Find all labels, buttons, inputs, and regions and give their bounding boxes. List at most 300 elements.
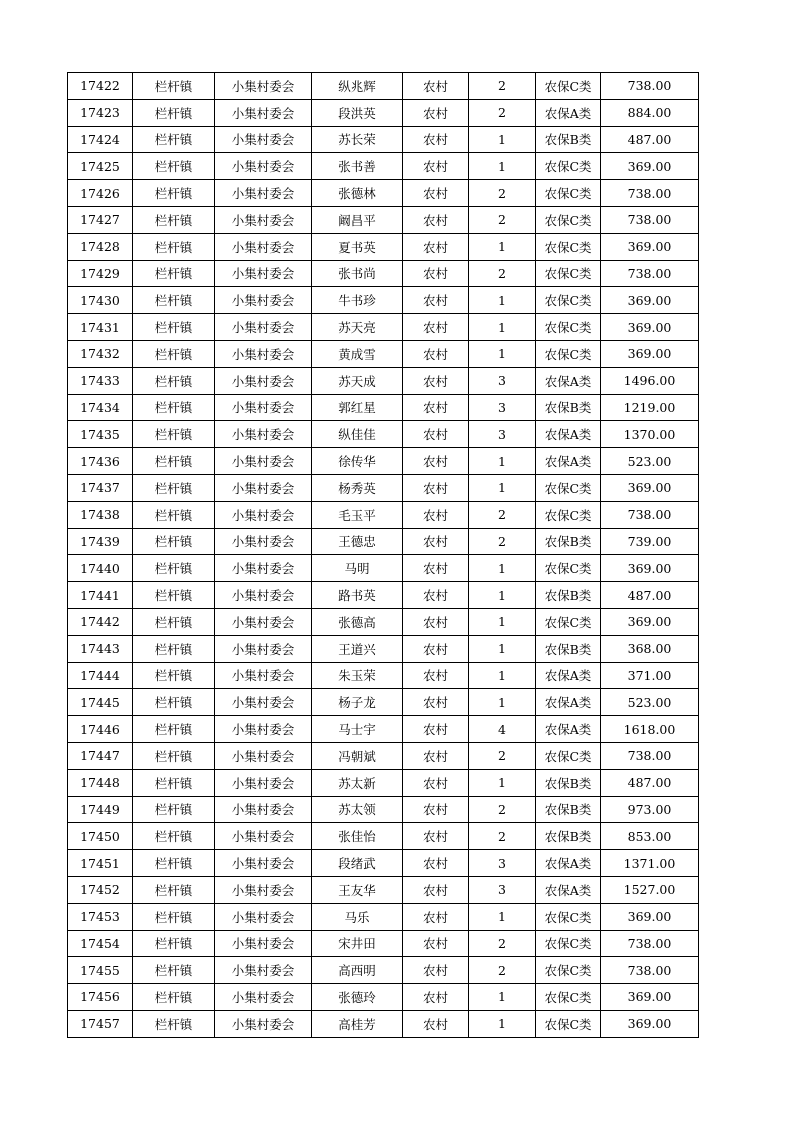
- town-cell: 栏杆镇: [133, 99, 215, 126]
- amount-cell: 368.00: [601, 635, 699, 662]
- name-cell: 张德玲: [312, 984, 403, 1011]
- amount-cell: 738.00: [601, 180, 699, 207]
- record-id-cell: 17455: [68, 957, 133, 984]
- village-committee-cell: 小集村委会: [215, 850, 312, 877]
- amount-cell: 738.00: [601, 501, 699, 528]
- table-row: [68, 287, 699, 314]
- area-type-cell: 农村: [403, 287, 469, 314]
- table-row: [68, 582, 699, 609]
- area-type-cell: 农村: [403, 555, 469, 582]
- village-committee-cell: 小集村委会: [215, 73, 312, 100]
- town-cell: 栏杆镇: [133, 233, 215, 260]
- village-committee-cell: 小集村委会: [215, 501, 312, 528]
- area-type-cell: 农村: [403, 126, 469, 153]
- amount-cell: 739.00: [601, 528, 699, 555]
- amount-cell: 884.00: [601, 99, 699, 126]
- amount-cell: 369.00: [601, 287, 699, 314]
- category-cell: 农保C类: [536, 206, 601, 233]
- category-cell: 农保C类: [536, 474, 601, 501]
- area-type-cell: 农村: [403, 689, 469, 716]
- table-row: [68, 555, 699, 582]
- village-committee-cell: 小集村委会: [215, 421, 312, 448]
- name-cell: 牛书珍: [312, 287, 403, 314]
- table-row: [68, 1010, 699, 1037]
- category-cell: 农保C类: [536, 153, 601, 180]
- category-cell: 农保C类: [536, 930, 601, 957]
- table-row: [68, 367, 699, 394]
- table-row: [68, 903, 699, 930]
- amount-cell: 523.00: [601, 689, 699, 716]
- amount-cell: 853.00: [601, 823, 699, 850]
- town-cell: 栏杆镇: [133, 716, 215, 743]
- household-size-cell: 1: [469, 582, 536, 609]
- name-cell: 苏天亮: [312, 314, 403, 341]
- name-cell: 张书善: [312, 153, 403, 180]
- table-row: [68, 930, 699, 957]
- record-id-cell: 17432: [68, 340, 133, 367]
- area-type-cell: 农村: [403, 260, 469, 287]
- village-committee-cell: 小集村委会: [215, 984, 312, 1011]
- village-committee-cell: 小集村委会: [215, 957, 312, 984]
- area-type-cell: 农村: [403, 233, 469, 260]
- area-type-cell: 农村: [403, 716, 469, 743]
- town-cell: 栏杆镇: [133, 903, 215, 930]
- town-cell: 栏杆镇: [133, 555, 215, 582]
- household-size-cell: 2: [469, 180, 536, 207]
- village-committee-cell: 小集村委会: [215, 367, 312, 394]
- table-row: [68, 716, 699, 743]
- area-type-cell: 农村: [403, 206, 469, 233]
- category-cell: 农保B类: [536, 582, 601, 609]
- table-row: [68, 206, 699, 233]
- category-cell: 农保C类: [536, 984, 601, 1011]
- area-type-cell: 农村: [403, 957, 469, 984]
- town-cell: 栏杆镇: [133, 180, 215, 207]
- table-row: [68, 850, 699, 877]
- amount-cell: 369.00: [601, 608, 699, 635]
- record-id-cell: 17430: [68, 287, 133, 314]
- category-cell: 农保A类: [536, 716, 601, 743]
- amount-cell: 738.00: [601, 957, 699, 984]
- record-id-cell: 17453: [68, 903, 133, 930]
- amount-cell: 369.00: [601, 153, 699, 180]
- record-id-cell: 17443: [68, 635, 133, 662]
- household-size-cell: 4: [469, 716, 536, 743]
- household-size-cell: 1: [469, 608, 536, 635]
- area-type-cell: 农村: [403, 153, 469, 180]
- household-size-cell: 2: [469, 957, 536, 984]
- name-cell: 郭红星: [312, 394, 403, 421]
- amount-cell: 487.00: [601, 126, 699, 153]
- household-size-cell: 1: [469, 984, 536, 1011]
- area-type-cell: 农村: [403, 367, 469, 394]
- table-row: [68, 501, 699, 528]
- amount-cell: 487.00: [601, 582, 699, 609]
- record-id-cell: 17448: [68, 769, 133, 796]
- record-id-cell: 17450: [68, 823, 133, 850]
- area-type-cell: 农村: [403, 930, 469, 957]
- village-committee-cell: 小集村委会: [215, 1010, 312, 1037]
- category-cell: 农保A类: [536, 662, 601, 689]
- amount-cell: 369.00: [601, 984, 699, 1011]
- table-row: [68, 340, 699, 367]
- area-type-cell: 农村: [403, 340, 469, 367]
- table-row: [68, 984, 699, 1011]
- record-id-cell: 17426: [68, 180, 133, 207]
- amount-cell: 738.00: [601, 73, 699, 100]
- town-cell: 栏杆镇: [133, 689, 215, 716]
- category-cell: 农保A类: [536, 421, 601, 448]
- category-cell: 农保C类: [536, 314, 601, 341]
- household-size-cell: 2: [469, 73, 536, 100]
- area-type-cell: 农村: [403, 501, 469, 528]
- household-size-cell: 1: [469, 314, 536, 341]
- household-size-cell: 1: [469, 903, 536, 930]
- area-type-cell: 农村: [403, 582, 469, 609]
- record-id-cell: 17445: [68, 689, 133, 716]
- area-type-cell: 农村: [403, 769, 469, 796]
- household-size-cell: 2: [469, 99, 536, 126]
- amount-cell: 738.00: [601, 206, 699, 233]
- area-type-cell: 农村: [403, 850, 469, 877]
- household-size-cell: 2: [469, 260, 536, 287]
- town-cell: 栏杆镇: [133, 421, 215, 448]
- village-committee-cell: 小集村委会: [215, 876, 312, 903]
- name-cell: 段绪武: [312, 850, 403, 877]
- category-cell: 农保C类: [536, 233, 601, 260]
- area-type-cell: 农村: [403, 314, 469, 341]
- town-cell: 栏杆镇: [133, 608, 215, 635]
- village-committee-cell: 小集村委会: [215, 448, 312, 475]
- area-type-cell: 农村: [403, 73, 469, 100]
- name-cell: 高西明: [312, 957, 403, 984]
- town-cell: 栏杆镇: [133, 930, 215, 957]
- table-row: [68, 796, 699, 823]
- household-size-cell: 1: [469, 233, 536, 260]
- household-size-cell: 2: [469, 206, 536, 233]
- table-row: [68, 662, 699, 689]
- category-cell: 农保C类: [536, 180, 601, 207]
- area-type-cell: 农村: [403, 662, 469, 689]
- household-size-cell: 3: [469, 367, 536, 394]
- name-cell: 路书英: [312, 582, 403, 609]
- town-cell: 栏杆镇: [133, 582, 215, 609]
- village-committee-cell: 小集村委会: [215, 206, 312, 233]
- record-id-cell: 17424: [68, 126, 133, 153]
- area-type-cell: 农村: [403, 903, 469, 930]
- table-row: [68, 126, 699, 153]
- household-size-cell: 2: [469, 823, 536, 850]
- amount-cell: 738.00: [601, 930, 699, 957]
- village-committee-cell: 小集村委会: [215, 153, 312, 180]
- amount-cell: 1219.00: [601, 394, 699, 421]
- village-committee-cell: 小集村委会: [215, 233, 312, 260]
- name-cell: 阚昌平: [312, 206, 403, 233]
- name-cell: 纵兆辉: [312, 73, 403, 100]
- area-type-cell: 农村: [403, 742, 469, 769]
- category-cell: 农保A类: [536, 876, 601, 903]
- amount-cell: 1370.00: [601, 421, 699, 448]
- area-type-cell: 农村: [403, 796, 469, 823]
- name-cell: 夏书英: [312, 233, 403, 260]
- category-cell: 农保B类: [536, 823, 601, 850]
- table-row: [68, 448, 699, 475]
- household-size-cell: 1: [469, 689, 536, 716]
- village-committee-cell: 小集村委会: [215, 796, 312, 823]
- amount-cell: 1496.00: [601, 367, 699, 394]
- record-id-cell: 17435: [68, 421, 133, 448]
- category-cell: 农保B类: [536, 126, 601, 153]
- table-row: [68, 260, 699, 287]
- amount-cell: 369.00: [601, 340, 699, 367]
- record-id-cell: 17449: [68, 796, 133, 823]
- amount-cell: 1527.00: [601, 876, 699, 903]
- town-cell: 栏杆镇: [133, 984, 215, 1011]
- name-cell: 冯朝斌: [312, 742, 403, 769]
- table-row: [68, 957, 699, 984]
- village-committee-cell: 小集村委会: [215, 474, 312, 501]
- town-cell: 栏杆镇: [133, 876, 215, 903]
- area-type-cell: 农村: [403, 528, 469, 555]
- name-cell: 苏天成: [312, 367, 403, 394]
- area-type-cell: 农村: [403, 448, 469, 475]
- table-row: [68, 474, 699, 501]
- amount-cell: 369.00: [601, 233, 699, 260]
- town-cell: 栏杆镇: [133, 850, 215, 877]
- table-row: [68, 742, 699, 769]
- category-cell: 农保C类: [536, 903, 601, 930]
- category-cell: 农保C类: [536, 957, 601, 984]
- village-committee-cell: 小集村委会: [215, 608, 312, 635]
- household-size-cell: 2: [469, 930, 536, 957]
- table-row: [68, 153, 699, 180]
- category-cell: 农保A类: [536, 99, 601, 126]
- amount-cell: 487.00: [601, 769, 699, 796]
- area-type-cell: 农村: [403, 635, 469, 662]
- table-row: [68, 769, 699, 796]
- record-id-cell: 17446: [68, 716, 133, 743]
- category-cell: 农保A类: [536, 850, 601, 877]
- name-cell: 马乐: [312, 903, 403, 930]
- category-cell: 农保C类: [536, 742, 601, 769]
- amount-cell: 369.00: [601, 1010, 699, 1037]
- name-cell: 黄成雪: [312, 340, 403, 367]
- household-size-cell: 1: [469, 126, 536, 153]
- category-cell: 农保C类: [536, 340, 601, 367]
- household-size-cell: 1: [469, 287, 536, 314]
- category-cell: 农保C类: [536, 287, 601, 314]
- name-cell: 马士宇: [312, 716, 403, 743]
- record-id-cell: 17441: [68, 582, 133, 609]
- data-table: [67, 72, 699, 1038]
- record-id-cell: 17442: [68, 608, 133, 635]
- village-committee-cell: 小集村委会: [215, 689, 312, 716]
- area-type-cell: 农村: [403, 421, 469, 448]
- record-id-cell: 17457: [68, 1010, 133, 1037]
- table-row: [68, 233, 699, 260]
- household-size-cell: 3: [469, 421, 536, 448]
- household-size-cell: 1: [469, 662, 536, 689]
- amount-cell: 738.00: [601, 260, 699, 287]
- village-committee-cell: 小集村委会: [215, 528, 312, 555]
- amount-cell: 973.00: [601, 796, 699, 823]
- town-cell: 栏杆镇: [133, 448, 215, 475]
- household-size-cell: 2: [469, 501, 536, 528]
- name-cell: 马明: [312, 555, 403, 582]
- table-row: [68, 180, 699, 207]
- table-row: [68, 876, 699, 903]
- household-size-cell: 1: [469, 555, 536, 582]
- name-cell: 张佳怡: [312, 823, 403, 850]
- name-cell: 杨秀英: [312, 474, 403, 501]
- amount-cell: 1371.00: [601, 850, 699, 877]
- household-size-cell: 2: [469, 742, 536, 769]
- town-cell: 栏杆镇: [133, 260, 215, 287]
- village-committee-cell: 小集村委会: [215, 180, 312, 207]
- table-row: [68, 394, 699, 421]
- household-size-cell: 1: [469, 474, 536, 501]
- village-committee-cell: 小集村委会: [215, 287, 312, 314]
- record-id-cell: 17433: [68, 367, 133, 394]
- name-cell: 宋井田: [312, 930, 403, 957]
- village-committee-cell: 小集村委会: [215, 394, 312, 421]
- record-id-cell: 17423: [68, 99, 133, 126]
- record-id-cell: 17439: [68, 528, 133, 555]
- town-cell: 栏杆镇: [133, 957, 215, 984]
- amount-cell: 371.00: [601, 662, 699, 689]
- table-row: [68, 528, 699, 555]
- category-cell: 农保B类: [536, 394, 601, 421]
- category-cell: 农保B类: [536, 528, 601, 555]
- record-id-cell: 17452: [68, 876, 133, 903]
- amount-cell: 369.00: [601, 555, 699, 582]
- table-row: [68, 689, 699, 716]
- name-cell: 苏长荣: [312, 126, 403, 153]
- town-cell: 栏杆镇: [133, 662, 215, 689]
- record-id-cell: 17436: [68, 448, 133, 475]
- village-committee-cell: 小集村委会: [215, 662, 312, 689]
- name-cell: 张德林: [312, 180, 403, 207]
- area-type-cell: 农村: [403, 474, 469, 501]
- name-cell: 纵佳佳: [312, 421, 403, 448]
- name-cell: 段洪英: [312, 99, 403, 126]
- area-type-cell: 农村: [403, 876, 469, 903]
- town-cell: 栏杆镇: [133, 769, 215, 796]
- category-cell: 农保A类: [536, 448, 601, 475]
- category-cell: 农保C类: [536, 260, 601, 287]
- record-id-cell: 17427: [68, 206, 133, 233]
- record-id-cell: 17438: [68, 501, 133, 528]
- category-cell: 农保C类: [536, 501, 601, 528]
- household-size-cell: 2: [469, 796, 536, 823]
- amount-cell: 523.00: [601, 448, 699, 475]
- household-size-cell: 3: [469, 394, 536, 421]
- town-cell: 栏杆镇: [133, 206, 215, 233]
- town-cell: 栏杆镇: [133, 796, 215, 823]
- household-size-cell: 1: [469, 635, 536, 662]
- household-size-cell: 1: [469, 448, 536, 475]
- household-size-cell: 1: [469, 769, 536, 796]
- table-row: [68, 608, 699, 635]
- town-cell: 栏杆镇: [133, 635, 215, 662]
- amount-cell: 738.00: [601, 742, 699, 769]
- table-body: [68, 73, 699, 1038]
- category-cell: 农保A类: [536, 689, 601, 716]
- village-committee-cell: 小集村委会: [215, 716, 312, 743]
- area-type-cell: 农村: [403, 984, 469, 1011]
- village-committee-cell: 小集村委会: [215, 260, 312, 287]
- village-committee-cell: 小集村委会: [215, 314, 312, 341]
- record-id-cell: 17434: [68, 394, 133, 421]
- record-id-cell: 17437: [68, 474, 133, 501]
- record-id-cell: 17431: [68, 314, 133, 341]
- area-type-cell: 农村: [403, 394, 469, 421]
- village-committee-cell: 小集村委会: [215, 555, 312, 582]
- record-id-cell: 17440: [68, 555, 133, 582]
- amount-cell: 369.00: [601, 474, 699, 501]
- table-row: [68, 421, 699, 448]
- village-committee-cell: 小集村委会: [215, 582, 312, 609]
- town-cell: 栏杆镇: [133, 314, 215, 341]
- town-cell: 栏杆镇: [133, 153, 215, 180]
- town-cell: 栏杆镇: [133, 367, 215, 394]
- name-cell: 朱玉荣: [312, 662, 403, 689]
- name-cell: 杨子龙: [312, 689, 403, 716]
- record-id-cell: 17428: [68, 233, 133, 260]
- category-cell: 农保B类: [536, 796, 601, 823]
- town-cell: 栏杆镇: [133, 287, 215, 314]
- village-committee-cell: 小集村委会: [215, 823, 312, 850]
- category-cell: 农保C类: [536, 608, 601, 635]
- town-cell: 栏杆镇: [133, 394, 215, 421]
- record-id-cell: 17429: [68, 260, 133, 287]
- village-committee-cell: 小集村委会: [215, 903, 312, 930]
- amount-cell: 1618.00: [601, 716, 699, 743]
- name-cell: 王德忠: [312, 528, 403, 555]
- record-id-cell: 17451: [68, 850, 133, 877]
- record-id-cell: 17456: [68, 984, 133, 1011]
- area-type-cell: 农村: [403, 1010, 469, 1037]
- town-cell: 栏杆镇: [133, 501, 215, 528]
- table-row: [68, 823, 699, 850]
- name-cell: 苏太新: [312, 769, 403, 796]
- record-id-cell: 17425: [68, 153, 133, 180]
- name-cell: 毛玉平: [312, 501, 403, 528]
- category-cell: 农保A类: [536, 367, 601, 394]
- village-committee-cell: 小集村委会: [215, 742, 312, 769]
- name-cell: 苏太领: [312, 796, 403, 823]
- village-committee-cell: 小集村委会: [215, 99, 312, 126]
- record-id-cell: 17447: [68, 742, 133, 769]
- name-cell: 张书尚: [312, 260, 403, 287]
- town-cell: 栏杆镇: [133, 823, 215, 850]
- village-committee-cell: 小集村委会: [215, 930, 312, 957]
- household-size-cell: 3: [469, 876, 536, 903]
- table-row: [68, 99, 699, 126]
- household-size-cell: 1: [469, 1010, 536, 1037]
- area-type-cell: 农村: [403, 608, 469, 635]
- name-cell: 王道兴: [312, 635, 403, 662]
- name-cell: 张德高: [312, 608, 403, 635]
- table-row: [68, 73, 699, 100]
- town-cell: 栏杆镇: [133, 340, 215, 367]
- town-cell: 栏杆镇: [133, 742, 215, 769]
- record-id-cell: 17454: [68, 930, 133, 957]
- town-cell: 栏杆镇: [133, 73, 215, 100]
- household-size-cell: 3: [469, 850, 536, 877]
- area-type-cell: 农村: [403, 180, 469, 207]
- name-cell: 王友华: [312, 876, 403, 903]
